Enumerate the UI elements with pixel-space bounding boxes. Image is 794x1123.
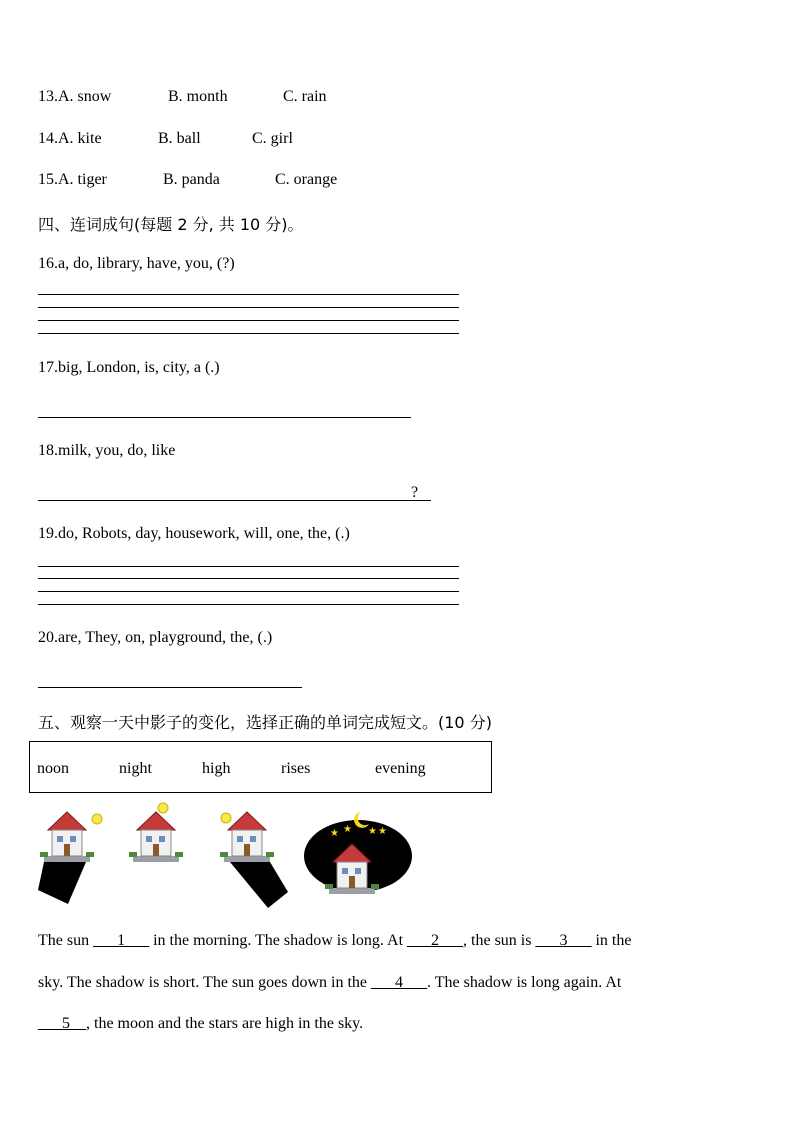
option-a: A. snow — [58, 88, 112, 105]
answer-line — [38, 500, 431, 501]
question-number: 19. — [38, 525, 58, 542]
section-4-title: 四、连词成句(每题 2 分, 共 10 分)。 — [38, 215, 304, 234]
star-icon: ★ — [343, 824, 352, 835]
answer-line — [38, 320, 459, 321]
question-20 — [38, 629, 272, 647]
passage-text: . The shadow is long again. At — [427, 974, 622, 991]
passage-text: , the moon and the stars are high in the sky. — [86, 1015, 364, 1032]
word-rises: rises — [281, 760, 311, 777]
blank-4[interactable]: ___4___ — [371, 974, 428, 991]
answer-line — [38, 578, 459, 579]
question-15 — [38, 171, 107, 189]
house-night — [304, 812, 412, 894]
passage-text: sky. The shadow is short. The sun goes down in the — [38, 974, 372, 991]
question-19 — [38, 525, 350, 543]
word-noon: noon — [37, 760, 69, 777]
answer-line — [38, 687, 302, 688]
question-words: are, They, on, playground, the, (.) — [58, 629, 273, 646]
blank-3[interactable]: ___3___ — [535, 932, 592, 949]
passage-text: The sun — [38, 932, 94, 949]
word-bank — [29, 741, 492, 793]
sun-icon — [221, 813, 231, 823]
passage-text: , the sun is — [463, 932, 536, 949]
question-words: milk, you, do, like — [58, 442, 176, 459]
question-words: do, Robots, day, housework, will, one, the, (.) — [58, 525, 350, 542]
answer-line — [38, 307, 459, 308]
question-words: big, London, is, city, a (.) — [58, 359, 220, 376]
question-15-option-c: C. orange — [275, 171, 338, 188]
question-17 — [38, 359, 220, 377]
star-icon: ★ — [368, 826, 377, 837]
shadow-morning — [38, 862, 86, 904]
shadow-illustrations — [30, 800, 420, 915]
answer-line — [38, 591, 459, 592]
house-noon — [129, 803, 183, 862]
question-15-option-b: B. panda — [163, 171, 220, 188]
blank-5[interactable]: ___5__ — [38, 1015, 86, 1032]
passage-text: in the — [591, 932, 632, 949]
star-icon: ★ — [378, 826, 387, 837]
option-a: A. kite — [58, 130, 102, 147]
question-14-option-b: B. ball — [158, 130, 201, 147]
answer-line — [38, 417, 411, 418]
passage-line-3 — [38, 1015, 363, 1033]
answer-line — [38, 566, 459, 567]
word-high: high — [202, 760, 231, 777]
passage-text: in the morning. The shadow is long. At — [149, 932, 408, 949]
sun-icon — [92, 814, 102, 824]
word-night: night — [119, 760, 152, 777]
question-number: 20. — [38, 629, 58, 646]
question-mark: ? — [411, 484, 419, 501]
question-14-option-c: C. girl — [252, 130, 293, 147]
answer-line — [38, 333, 459, 334]
question-words: a, do, library, have, you, (?) — [58, 255, 235, 272]
question-number: 18. — [38, 442, 58, 459]
house-evening — [220, 812, 288, 908]
star-icon: ★ — [330, 828, 339, 839]
house-morning — [38, 812, 102, 904]
shadow-evening — [230, 862, 288, 908]
word-evening: evening — [375, 760, 426, 777]
option-a: A. tiger — [58, 171, 107, 188]
passage-line-2 — [38, 974, 621, 992]
question-number: 13. — [38, 88, 58, 105]
answer-line — [38, 294, 459, 295]
question-number: 14. — [38, 130, 58, 147]
question-number: 17. — [38, 359, 58, 376]
blank-1[interactable]: ___1___ — [93, 932, 150, 949]
sun-icon — [158, 803, 168, 813]
question-13-option-b: B. month — [168, 88, 228, 105]
question-13-option-c: C. rain — [283, 88, 327, 105]
answer-line — [38, 604, 459, 605]
passage-line-1 — [38, 932, 631, 950]
question-13 — [38, 88, 111, 106]
question-number: 15. — [38, 171, 58, 188]
question-16 — [38, 255, 235, 273]
question-14 — [38, 130, 102, 148]
blank-2[interactable]: ___2___ — [407, 932, 464, 949]
question-number: 16. — [38, 255, 58, 272]
question-18 — [38, 442, 175, 460]
section-5-title: 五、观察一天中影子的变化，选择正确的单词完成短文。(10 分) — [38, 713, 492, 732]
